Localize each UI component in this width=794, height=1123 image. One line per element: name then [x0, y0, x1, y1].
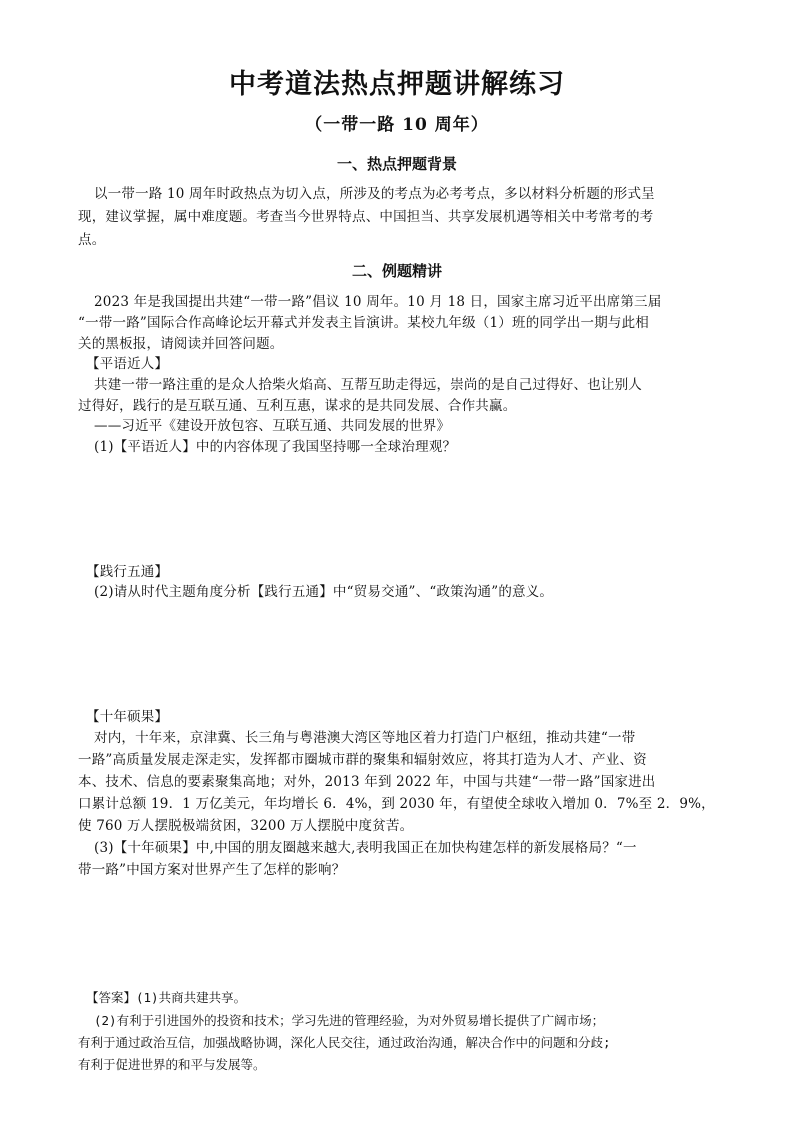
paragraph-line: 以一带一路 10 周年时政热点为切入点，所涉及的考点为必考考点，多以材料分析题的形式呈 [94, 186, 655, 202]
paragraph-line: 点。 [78, 232, 106, 248]
paragraph-line: 对内，十年来，京津冀、长三角与粤港澳大湾区等地区着力打造门户枢纽，推动共建“一带 [94, 730, 636, 746]
page-title: 中考道法热点押题讲解练习 [229, 69, 565, 100]
section-heading-background: 一、热点押题背景 [336, 155, 457, 173]
question-1: (1)【平语近人】中的内容体现了我国坚持哪一全球治理观？ [94, 439, 457, 455]
paragraph-line: 口累计总额 19．1 万亿美元，年均增长 6．4%，到 2030 年，有望使全球收入增加 0．7%至 2．9%， [78, 796, 715, 812]
page-subtitle: （一带一路 10 周年） [305, 115, 489, 135]
section-heading-examples: 二、例题精讲 [351, 262, 442, 280]
block-label: 【十年硕果】 [86, 709, 169, 725]
question-3: (3)【十年硕果】中,中国的朋友圈越来越大,表明我国正在加快构建怎样的新发展格局？“一 [94, 840, 637, 856]
paragraph-line: 使 760 万人摆脱极端贫困，3200 万人摆脱中度贫苦。 [78, 818, 414, 834]
answer-line: 有利于通过政治互信，加强战略协调，深化人民交往，通过政治沟通，解决合作中的问题和分歧; [78, 1035, 611, 1050]
block-label: 【践行五通】 [86, 564, 169, 580]
question-3-continued: 带一路”中国方案对世界产生了怎样的影响？ [78, 862, 346, 878]
paragraph-line: 2023 年是我国提出共建“一带一路”倡议 10 周年。10 月 18 日，国家主席习近平出席第三届 [94, 294, 662, 310]
paragraph-line: 现，建议掌握，属中难度题。考查当今世界特点、中国担当、共享发展机遇等相关中考常考的考 [78, 209, 654, 225]
paragraph-line: 共建一带一路注重的是众人拾柴火焰高、互帮互助走得远，崇尚的是自己过得好、也让别人 [94, 377, 642, 393]
block-label: 【平语近人】 [86, 356, 169, 372]
paragraph-line: 过得好，践行的是互联互通、互利互惠，谋求的是共同发展、合作共赢。 [78, 398, 517, 414]
paragraph-line: 关的黑板报，请阅读并回答问题。 [78, 336, 284, 352]
paragraph-line: 本、技术、信息的要素聚集高地；对外，2013 年到 2022 年，中国与共建“一带一路”国家进出 [78, 774, 656, 790]
answer-1: 【答案】(1)共商共建共享。 [86, 990, 247, 1005]
question-2: (2)请从时代主题角度分析【践行五通】中“贸易交通”、“政策沟通”的意义。 [94, 584, 554, 600]
paragraph-line: 一路”高质量发展走深走实，发挥都市圈城市群的聚集和辐射效应，将其打造为人才、产业、资 [78, 752, 647, 768]
answer-line: (2)有利于引进国外的投资和技术；学习先进的管理经验，为对外贸易增长提供了广阔市场； [94, 1013, 605, 1028]
answer-line: 有利于促进世界的和平与发展等。 [78, 1057, 266, 1072]
quote-source: ——习近平《建设开放包容、互联互通、共同发展的世界》 [94, 418, 451, 434]
paragraph-line: “一带一路”国际合作高峰论坛开幕式并发表主旨演讲。某校九年级（1）班的同学出一期与此相 [78, 315, 649, 331]
